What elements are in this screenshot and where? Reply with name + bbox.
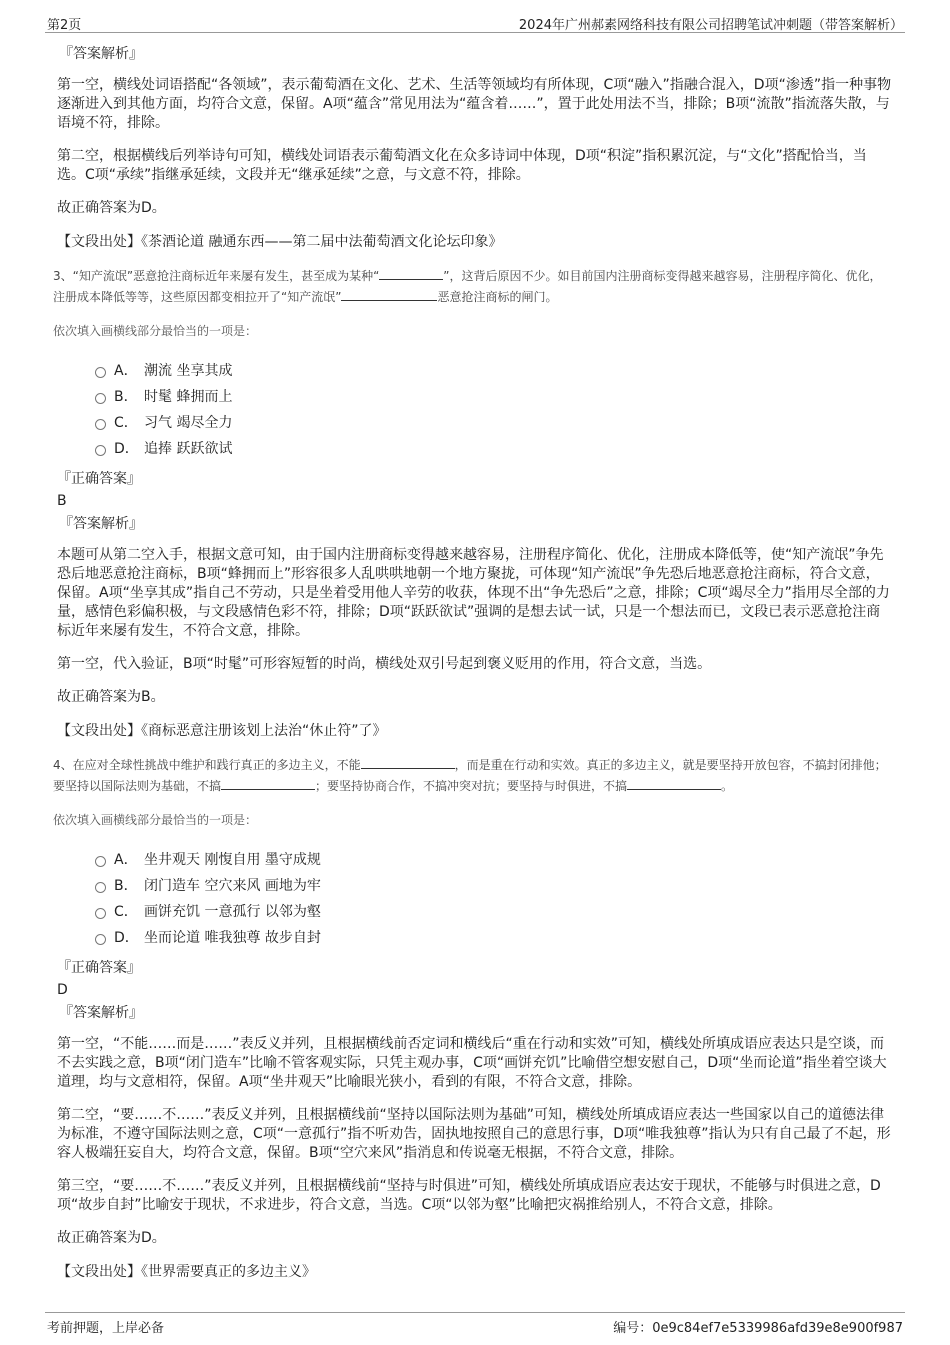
option-letter: C． (114, 904, 138, 920)
question-4 (53, 755, 893, 1282)
document-code (613, 1317, 903, 1336)
source-citation: 【文段出处】《茶酒论道 融通东西——第二届中法葡萄酒文化论坛印象》 (57, 234, 503, 250)
option-text: 画饼充饥 一意孤行 以邻为壑 (144, 904, 321, 920)
radio-icon[interactable] (95, 882, 106, 893)
option-letter: A． (114, 363, 138, 379)
option-text: 坐井观天 刚愎自用 墨守成规 (144, 852, 321, 868)
option-c[interactable] (95, 899, 893, 925)
option-d[interactable] (95, 436, 893, 462)
question-prompt: 依次填入画横线部分最恰当的一项是： (53, 324, 258, 338)
fill-blank (361, 755, 455, 769)
fill-blank (379, 266, 443, 280)
question-text-segment: ，而是重在行动和实效。真正的多边主义，就是要坚持开放包容，不搞封闭排他；要坚持以国际法则为基础，不搞 (53, 758, 887, 793)
analysis-label: 『答案解析』 (59, 46, 143, 62)
question-text-segment: 。 (721, 779, 734, 793)
question-text (53, 266, 893, 308)
analysis-label: 『答案解析』 (59, 516, 143, 532)
document-title: 2024年广州郝素网络科技有限公司招聘笔试冲刺题（带答案解析） (518, 18, 903, 33)
page-header (45, 10, 905, 33)
analysis-paragraph: 第一空，代入验证，B项“时髦”可形容短暂的时尚，横线处双引号起到褒义贬用的作用，符合文意，当选。 (57, 656, 712, 672)
fill-blank (341, 287, 437, 301)
option-text: 追捧 跃跃欲试 (144, 441, 233, 457)
fill-blank (221, 776, 315, 790)
analysis-paragraph: 第一空，横线处词语搭配“各领域”，表示葡萄酒在文化、艺术、生活等领域均有所体现，C项“融入”指融合混入，D项“渗透”指一种事物逐渐进入到其他方面，均符合文意，保留。A项“蕴含”常见用法为“蕴含着……”，置于此处用法不当，排除；B项“流散”指流落失散，与语境不符，排除。 (57, 77, 892, 131)
question-text-segment: ；要坚持协商合作，不搞冲突对抗；要坚持与时俱进，不搞 (315, 779, 628, 793)
analysis-conclusion: 故正确答案为B。 (57, 689, 165, 705)
option-b[interactable] (95, 384, 893, 410)
correct-answer-label: 『正确答案』 (57, 471, 141, 487)
radio-icon[interactable] (95, 445, 106, 456)
correct-answer-value: D (57, 982, 68, 998)
option-text: 坐而论道 唯我独尊 故步自封 (144, 930, 321, 946)
correct-answer-label: 『正确答案』 (57, 960, 141, 976)
radio-icon[interactable] (95, 934, 106, 945)
question-text-segment: 4、在应对全球性挑战中维护和践行真正的多边主义，不能 (53, 758, 361, 772)
code-value: 0e9c84ef7e5339986afd39e8e900f987 (652, 1321, 903, 1336)
option-letter: B． (114, 389, 138, 405)
analysis-paragraph: 第一空，“不能……而是……”表反义并列，且根据横线前否定词和横线后“重在行动和实效”可知，横线处所填成语应表达只是空谈，而不去实践之意，B项“闭门造车”比喻不管客观实际，只凭主观办事，C项“画饼充饥”比喻借空想安慰自己，D项“坐而论道”指坐着空谈大道理，均与文意相符，保留。A项“坐井观天”比喻眼光狭小，看到的有限，不符合文意，排除。 (57, 1036, 887, 1090)
analysis-label: 『答案解析』 (59, 1005, 143, 1021)
option-d[interactable] (95, 925, 893, 951)
option-list (95, 358, 893, 462)
page-number: 第2页 (47, 18, 82, 33)
option-list (95, 847, 893, 951)
option-letter: B． (114, 878, 138, 894)
radio-icon[interactable] (95, 393, 106, 404)
radio-icon[interactable] (95, 856, 106, 867)
code-label: 编号： (613, 1321, 653, 1336)
question-text-segment: 恶意抢注商标的闸门。 (437, 290, 558, 304)
option-letter: C． (114, 415, 138, 431)
correct-answer-value: B (57, 493, 67, 509)
source-citation: 【文段出处】《世界需要真正的多边主义》 (57, 1264, 316, 1280)
analysis-paragraph: 本题可从第二空入手，根据文意可知，由于国内注册商标变得越来越容易，注册程序简化、优化，注册成本降低等，使“知产流氓”争先恐后地恶意抢注商标，B项“蜂拥而上”形容很多人乱哄哄地朝一个地方聚拢，可体现“知产流氓”争先恐后地恶意抢注商标，符合文意，保留。A项“坐享其成”指自己不劳动，只是坐着受用他人辛劳的收获，体现不出“争先恐后”之意，排除；C项“竭尽全力”指用尽全部的力量，感情色彩偏积极，与文段感情色彩不符，排除；D项“跃跃欲试”强调的是想去试一试，只是一个想法而已，文段已表示恶意抢注商标近年来屡有发生，不符合文意，排除。 (57, 547, 890, 639)
analysis-paragraph: 第二空，根据横线后列举诗句可知，横线处词语表示葡萄酒文化在众多诗词中体现，D项“积淀”指积累沉淀，与“文化”搭配恰当，当选。C项“承续”指继承延续，文段并无“继承延续”之意，与文意不符，排除。 (57, 148, 867, 183)
fill-blank (627, 776, 721, 790)
question-text-segment: ”，这背后原因不少。如目前国内注册商标变得越来越容易，注册程序简化、优化，注册成本降低等等，这些原因都变相拉开了“知产流氓” (53, 269, 882, 304)
analysis-paragraph: 第三空，“要……不……”表反义并列，且根据横线前“坚持与时俱进”可知，横线处所填成语应表达安于现状，不能够与时俱进之意，D项“故步自封”比喻安于现状，不求进步，符合文意，当选。C项“以邻为壑”比喻把灾祸推给别人，不符合文意，排除。 (57, 1178, 881, 1213)
option-letter: D． (114, 930, 139, 946)
option-c[interactable] (95, 410, 893, 436)
option-text: 时髦 蜂拥而上 (144, 389, 233, 405)
analysis-conclusion: 故正确答案为D。 (57, 1230, 166, 1246)
question-text (53, 755, 893, 797)
radio-icon[interactable] (95, 367, 106, 378)
option-text: 潮流 坐享其成 (144, 363, 233, 379)
option-letter: A． (114, 852, 138, 868)
question-3 (53, 266, 893, 741)
footer-slogan: 考前押题，上岸必备 (47, 1321, 165, 1336)
page-footer (45, 1312, 905, 1335)
option-a[interactable] (95, 847, 893, 873)
analysis-conclusion: 故正确答案为D。 (57, 200, 166, 216)
option-text: 闭门造车 空穴来风 画地为牢 (144, 878, 321, 894)
q2-analysis (57, 44, 893, 252)
radio-icon[interactable] (95, 419, 106, 430)
option-b[interactable] (95, 873, 893, 899)
question-text-segment: 3、“知产流氓”恶意抢注商标近年来屡有发生，甚至成为某种“ (53, 269, 380, 283)
option-letter: D． (114, 441, 139, 457)
document-body (53, 44, 893, 1296)
question-prompt: 依次填入画横线部分最恰当的一项是： (53, 813, 258, 827)
source-citation: 【文段出处】《商标恶意注册该划上法治“休止符”了》 (57, 723, 387, 739)
option-text: 习气 竭尽全力 (144, 415, 233, 431)
option-a[interactable] (95, 358, 893, 384)
analysis-paragraph: 第二空，“要……不……”表反义并列，且根据横线前“坚持以国际法则为基础”可知，横线处所填成语应表达一些国家以自己的道德法律为标准，不遵守国际法则之意，C项“一意孤行”指不听劝告，固执地按照自己的意思行事，D项“唯我独尊”指认为只有自己最了不起，形容人极端狂妄自大，均符合文意，保留。B项“空穴来风”指消息和传说毫无根据，不符合文意，排除。 (57, 1107, 891, 1161)
radio-icon[interactable] (95, 908, 106, 919)
